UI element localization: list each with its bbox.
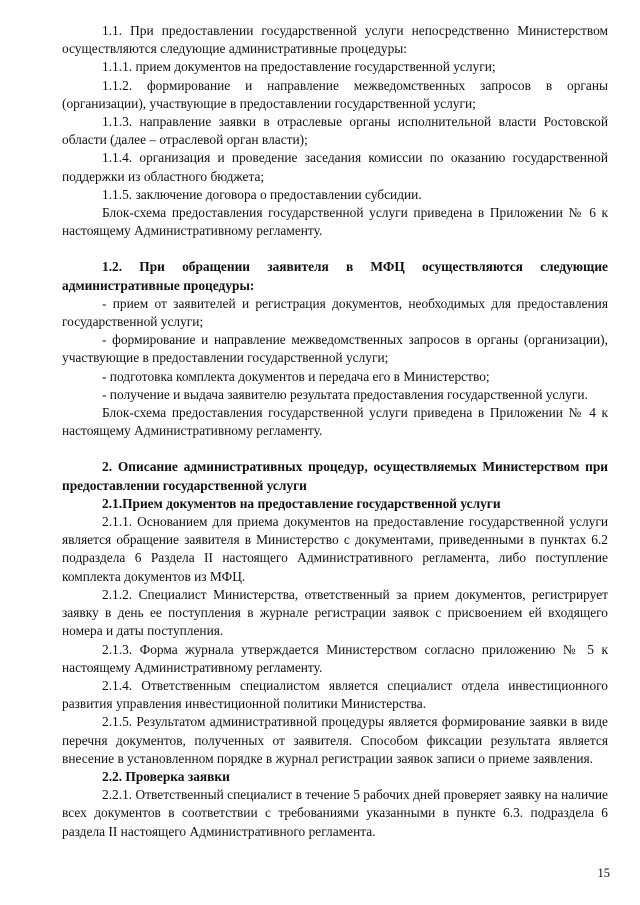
paragraph: - прием от заявителей и регистрация документов, необходимых для предоставления государственной услуги; [62,295,608,330]
paragraph: 2.1.1. Основанием для приема документов на предоставление государственной услуги является обращение заявителя в Министерство с документами, приведенными в пунктах 6.2 подраздела 6 Раздела II настоящего Административного регламента, либо поступление комплекта документов из МФЦ. [62,514,608,584]
section-heading: 2.1.Прием документов на предоставление государственной услуги [102,495,501,511]
paragraph: - формирование и направление межведомственных запросов в органы (организации), участвующие в предоставлении государственной услуги; [62,332,608,366]
paragraph: 1.1.1. прием документов на предоставление государственной услуги; [102,59,496,75]
paragraph: 1.1. При предоставлении государственной услуги непосредственно Министерством осуществляются следующие административные процедуры: [62,23,608,57]
paragraph: Блок-схема предоставления государственной услуги приведена в Приложении № 6 к настоящему Административному регламенту. [62,205,608,239]
document-body [62,22,608,841]
page-number: 15 [597,866,610,880]
paragraph: 2.1.3. Форма журнала утверждается Министерством согласно приложению № 5 к настоящему Административному регламенту. [62,641,608,675]
paragraph: - получение и выдача заявителю результата предоставления государственной услуги. [102,386,588,402]
paragraph: 2.1.4. Ответственным специалистом является специалист отдела инвестиционного развития управления инвестиционной политики Министерства. [62,677,608,712]
section-heading: 2. Описание административных процедур, осуществляемых Министерством при предоставлении государственной услуги [62,459,608,493]
paragraph: 1.1.4. организация и проведение заседания комиссии по оказанию государственной поддержки из областного бюджета; [62,150,608,184]
paragraph: 1.1.3. направление заявки в отраслевые органы исполнительной власти Ростовской области (далее – отраслевой орган власти); [62,114,608,148]
paragraph: 2.1.2. Специалист Министерства, ответственный за прием документов, регистрирует заявку в день ее поступления в журнале регистрации заявок с присвоением ей входящего номера и даты поступления. [62,586,608,639]
paragraph: 1.1.5. заключение договора о предоставлении субсидии. [102,186,422,202]
paragraph: 2.2.1. Ответственный специалист в течение 5 рабочих дней проверяет заявку на наличие всех документов в соответствии с требованиями указанными в пункте 6.3. подраздела 6 раздела II настоящего Административного регламента. [62,787,608,839]
paragraph: - подготовка комплекта документов и передача его в Министерство; [102,368,490,384]
section-heading: 1.2. При обращении заявителя в МФЦ осуществляются следующие административные процедуры: [62,259,608,293]
section-heading: 2.2. Проверка заявки [102,768,230,784]
paragraph: Блок-схема предоставления государственной услуги приведена в Приложении № 4 к настоящему Административному регламенту. [62,405,608,439]
paragraph: 2.1.5. Результатом административной процедуры является формирование заявки в виде перечня документов, полученных от заявителя. Способом фиксации результата является внесение в установленном порядке в журнал регистрации заявок записи о приеме заявления. [62,714,608,766]
paragraph: 1.1.2. формирование и направление межведомственных запросов в органы (организации), участвующие в предоставлении государственной услуги; [62,77,608,111]
